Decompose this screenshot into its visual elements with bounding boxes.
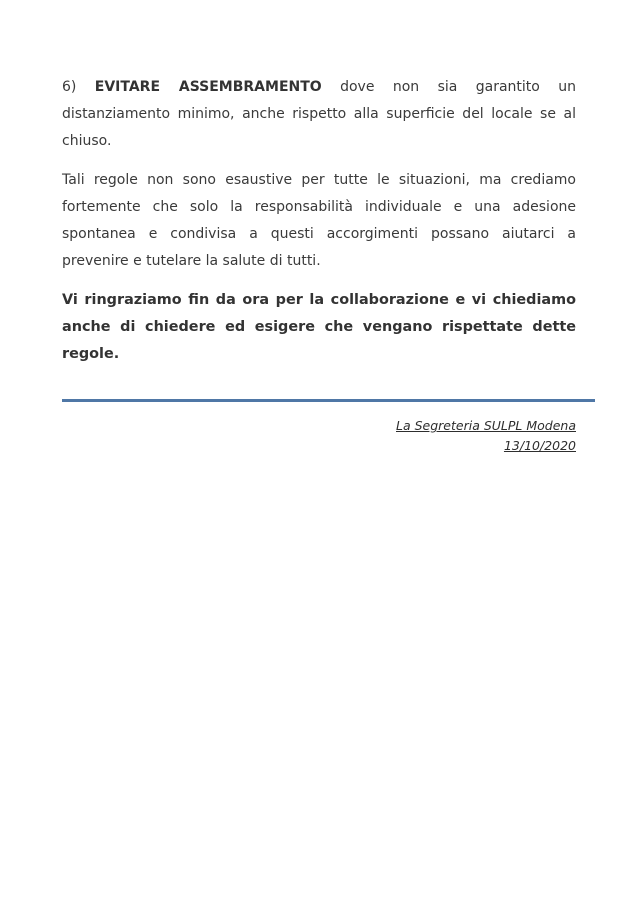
paragraph-rule-6 <box>62 74 576 155</box>
signature-author: La Segreteria SULPL Modena <box>396 418 576 433</box>
signature-block <box>396 416 576 456</box>
rule-title: EVITARE ASSEMBRAMENTO <box>94 79 322 95</box>
signature-date: 13/10/2020 <box>503 438 576 453</box>
separator-line <box>62 399 595 402</box>
paragraph-disclaimer: Tali regole non sono esaustive per tutte le situazioni, ma crediamo fortemente che solo la responsabilità individuale e una adesione spontanea e condivisa a questi accorgimenti possano aiutarci a prevenire e tutelare la salute di tutti. <box>62 172 576 269</box>
rule-number: 6) <box>62 79 95 95</box>
rule-text: dove non sia garantito un distanziamento minimo, anche rispetto alla superficie del locale se al chiuso. <box>62 79 576 149</box>
document-body <box>62 74 576 368</box>
paragraph-thanks: Vi ringraziamo fin da ora per la collaborazione e vi chiediamo anche di chiedere ed esigere che vengano rispettate dette regole. <box>62 292 576 362</box>
